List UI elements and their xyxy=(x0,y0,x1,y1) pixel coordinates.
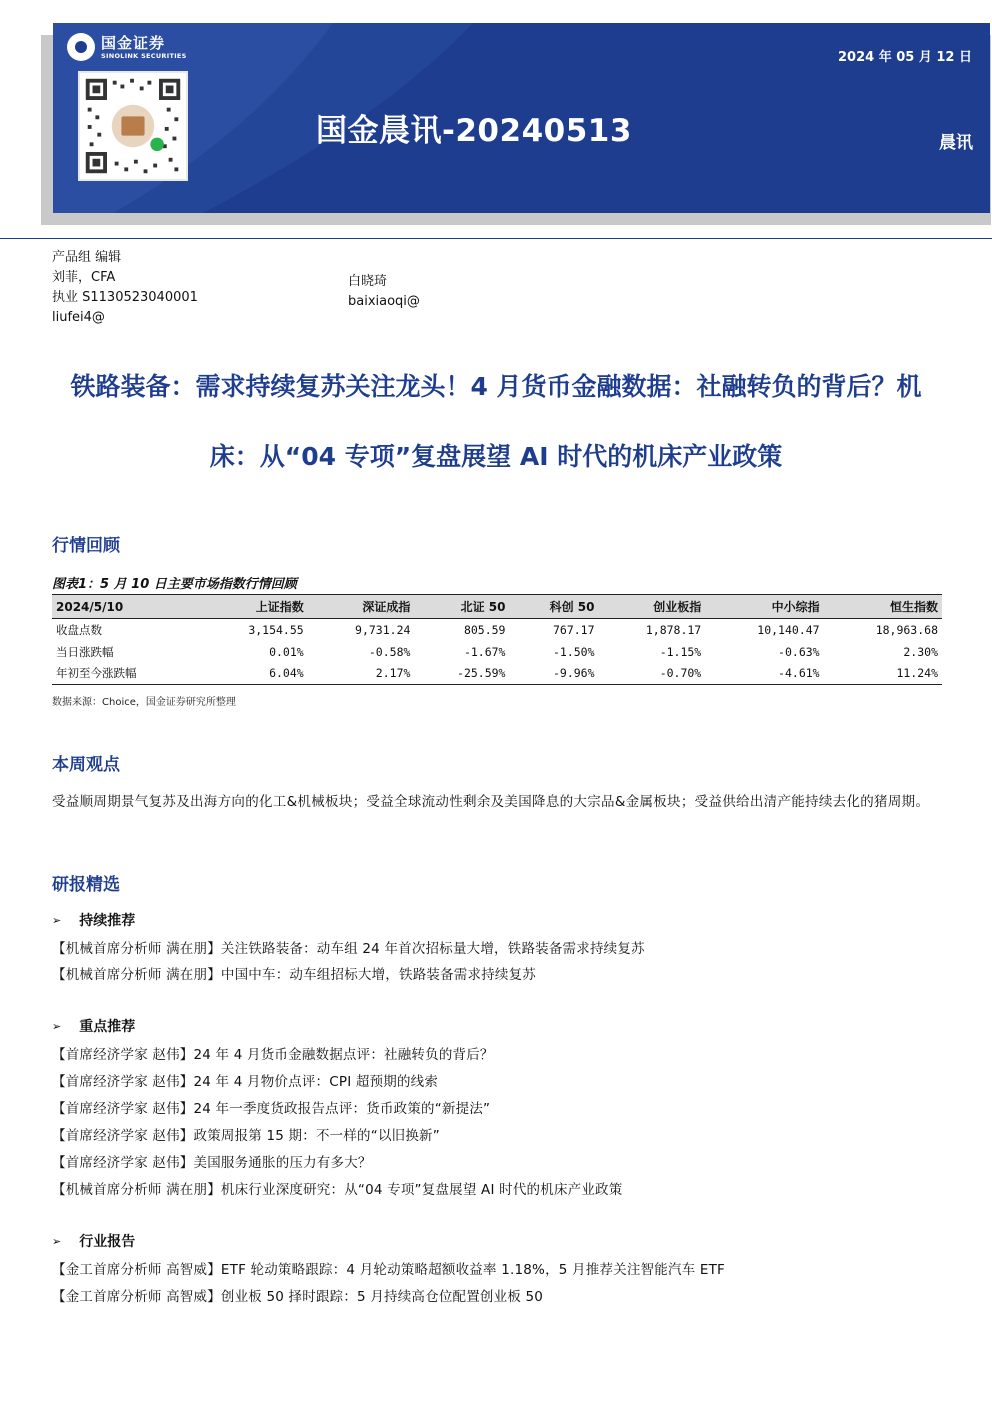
row-label: 当日涨跌幅 xyxy=(56,644,114,659)
group-title: 重点推荐 xyxy=(79,1019,136,1035)
report-link[interactable]: 【机械首席分析师 满在朋】关注铁路装备：动车组 24 年首次招标量大增，铁路装备需求持续复苏 xyxy=(52,941,645,957)
group-heading-industry xyxy=(52,1231,135,1251)
headline: 铁路装备：需求持续复苏关注龙头！4 月货币金融数据：社融转负的背后？机床：从“04 专项”复盘展望 AI 时代的机床产业政策 xyxy=(70,372,922,471)
header-divider xyxy=(0,238,992,239)
weekly-view-text: 受益顺周期景气复苏及出海方向的化工&机械板块；受益全球流动性剩余及美国降息的大宗品&金属板块；受益供给出清产能持续去化的猪周期。 xyxy=(52,794,930,810)
brand-name: 国金证券 xyxy=(101,33,166,52)
column-header: 深证成指 xyxy=(308,595,415,619)
report-link[interactable]: 【金工首席分析师 高智威】ETF 轮动策略跟踪：4 月轮动策略超额收益率 1.18%，5 月推荐关注智能汽车 ETF xyxy=(52,1262,725,1278)
table-header-row xyxy=(52,595,942,619)
market-table xyxy=(52,594,942,685)
author-block xyxy=(52,248,420,328)
header-banner xyxy=(53,23,990,213)
author-2 xyxy=(348,272,420,312)
column-header: 创业板指 xyxy=(599,595,706,619)
report-date: 2024 年 05 月 12 日 xyxy=(838,50,972,65)
table-cell: 1,878.17 xyxy=(645,622,702,637)
table-cell: 3,154.55 xyxy=(248,622,304,637)
table-row xyxy=(52,641,942,663)
column-header: 2024/5/10 xyxy=(52,595,201,619)
table-cell: -1.50% xyxy=(552,644,595,659)
section-heading-view: 本周观点 xyxy=(52,755,120,775)
report-link[interactable]: 【首席经济学家 赵伟】24 年 4 月物价点评：CPI 超预期的线索 xyxy=(52,1074,439,1090)
author-1-license: 执业 S1130523040001 xyxy=(52,290,198,305)
section-heading-reports: 研报精选 xyxy=(52,875,120,895)
report-link[interactable]: 【机械首席分析师 满在朋】机床行业深度研究：从“04 专项”复盘展望 AI 时代的机床产业政策 xyxy=(52,1182,623,1198)
table-cell: 805.59 xyxy=(463,622,506,637)
brand-mark-icon xyxy=(67,33,95,61)
table-cell: 10,140.47 xyxy=(757,622,820,637)
author-2-email: baixiaoqi@ xyxy=(348,294,420,309)
table-cell: -1.15% xyxy=(659,644,702,659)
section-heading-market: 行情回顾 xyxy=(52,536,120,556)
report-link[interactable]: 【机械首席分析师 满在朋】中国中车：动车组招标大增，铁路装备需求持续复苏 xyxy=(52,967,536,983)
table-cell: -0.70% xyxy=(599,663,706,685)
report-link[interactable]: 【首席经济学家 赵伟】24 年一季度货政报告点评：货币政策的“新提法” xyxy=(52,1101,491,1117)
row-label: 年初至今涨跌幅 xyxy=(52,663,201,685)
table-row xyxy=(52,619,942,641)
report-link[interactable]: 【首席经济学家 赵伟】24 年 4 月货币金融数据点评：社融转负的背后？ xyxy=(52,1047,494,1063)
table-row xyxy=(52,663,942,685)
report-type-tag: 晨讯 xyxy=(939,133,973,153)
column-header: 科创 50 xyxy=(509,595,598,619)
arrow-bullet-icon: ➢ xyxy=(52,1019,62,1033)
table-cell: -0.63% xyxy=(778,644,820,659)
table-cell: 18,963.68 xyxy=(875,622,938,637)
report-title: 国金晨讯-20240513 xyxy=(316,113,632,149)
column-header: 上证指数 xyxy=(201,595,308,619)
author-1-name: 刘菲，CFA xyxy=(52,270,116,285)
qr-code-icon xyxy=(78,71,188,181)
table-cell: -1.67% xyxy=(463,644,506,659)
editor-group: 产品组 编辑 xyxy=(52,250,122,265)
row-label: 收盘点数 xyxy=(56,622,102,637)
table-cell: -0.58% xyxy=(368,644,411,659)
table-cell: 0.01% xyxy=(269,644,304,659)
table-cell: -25.59% xyxy=(414,663,509,685)
table-cell: 6.04% xyxy=(201,663,308,685)
report-link[interactable]: 【首席经济学家 赵伟】政策周报第 15 期：不一样的“以旧换新” xyxy=(52,1128,440,1144)
author-1-email: liufei4@ xyxy=(52,310,105,325)
table-caption: 图表1：5 月 10 日主要市场指数行情回顾 xyxy=(52,577,297,592)
arrow-bullet-icon: ➢ xyxy=(52,1234,62,1248)
brand-name-en: SINOLINK SECURITIES xyxy=(101,51,187,60)
brand-logo xyxy=(67,33,187,61)
report-link[interactable]: 【首席经济学家 赵伟】美国服务通胀的压力有多大？ xyxy=(52,1155,372,1171)
group-heading-key xyxy=(52,1016,135,1036)
table-cell: 2.30% xyxy=(903,644,938,659)
table-cell: 767.17 xyxy=(552,622,595,637)
column-header: 恒生指数 xyxy=(824,595,942,619)
author-2-name: 白晓琦 xyxy=(348,274,388,289)
group-title: 行业报告 xyxy=(79,1234,136,1250)
table-cell: -4.61% xyxy=(705,663,823,685)
table-cell: 2.17% xyxy=(308,663,415,685)
arrow-bullet-icon: ➢ xyxy=(52,913,62,927)
table-source: 数据来源：Choice，国金证券研究所整理 xyxy=(52,697,236,708)
column-header: 北证 50 xyxy=(414,595,509,619)
table-cell: 11.24% xyxy=(824,663,942,685)
report-link[interactable]: 【金工首席分析师 高智威】创业板 50 择时跟踪：5 月持续高仓位配置创业板 50 xyxy=(52,1289,544,1305)
group-heading-continued xyxy=(52,910,135,930)
table-cell: -9.96% xyxy=(509,663,598,685)
column-header: 中小综指 xyxy=(705,595,823,619)
table-cell: 9,731.24 xyxy=(355,622,411,637)
group-title: 持续推荐 xyxy=(79,913,136,929)
